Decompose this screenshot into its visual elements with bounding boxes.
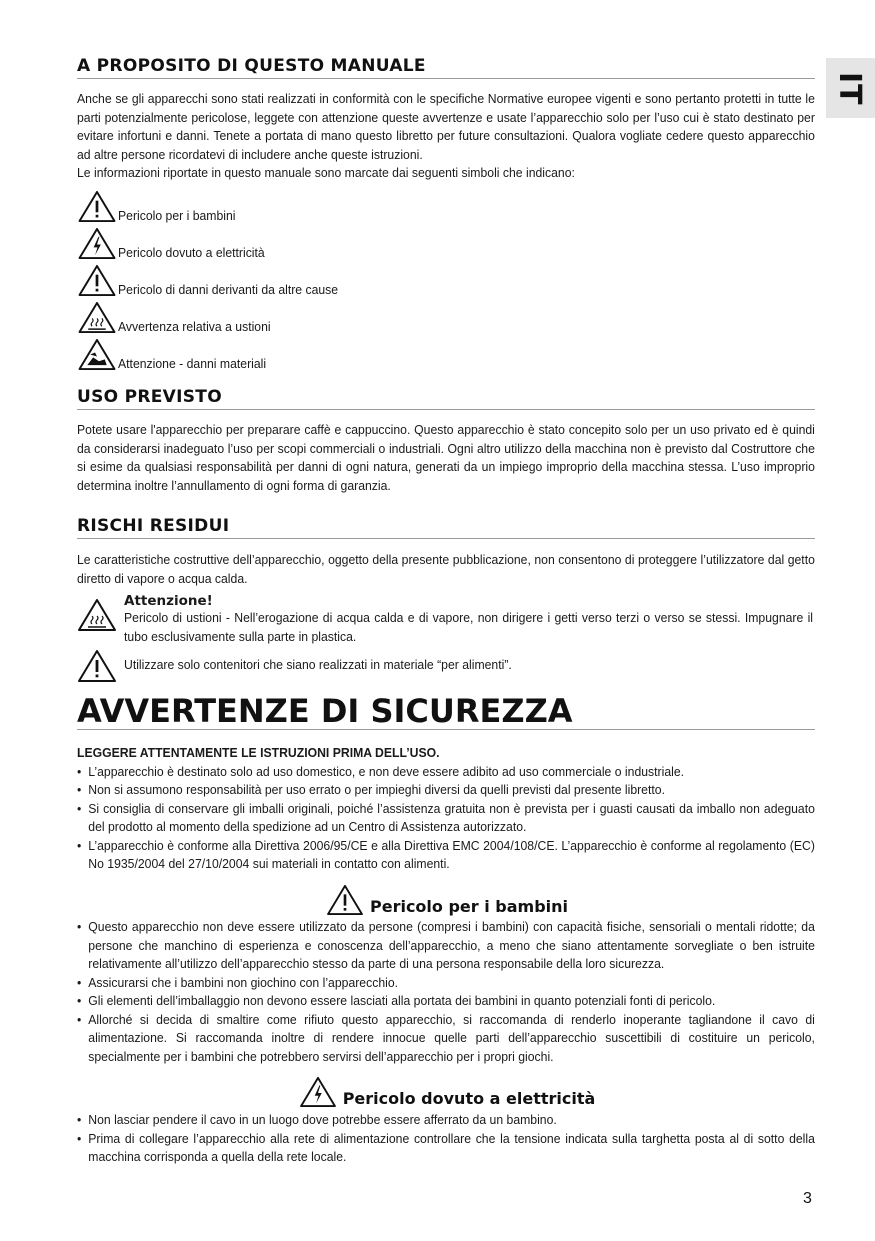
food-note	[77, 648, 857, 684]
burn-warning	[77, 593, 857, 646]
symbols-intro: Le informazioni riportate in questo manuale sono marcate dai seguenti simboli che indicano:	[77, 165, 575, 180]
list-item: • Gli elementi dell’imballaggio non devono essere lasciati alla portata dei bambini in quanto potenziali fonti di pericolo.	[77, 992, 815, 1011]
safety-bullets	[77, 763, 862, 874]
electric-heading	[77, 1076, 815, 1108]
residual-risks-text: Le caratteristiche costruttive dell’apparecchio, oggetto della presente pubblicazione, non consentono di proteggere l’utilizzatore dal getto diretto di vapore o acqua calda.	[77, 552, 815, 586]
symbol-label: Pericolo per i bambini	[118, 208, 236, 223]
language-tab: IT	[826, 58, 875, 118]
list-item: • Assicurarsi che i bambini non giochino con l’apparecchio.	[77, 974, 815, 993]
list-item: • L’apparecchio è destinato solo ad uso domestico, e non deve essere adibito ad uso commerciale o industriale.	[77, 763, 815, 782]
symbol-row	[77, 297, 352, 334]
electric-bullets	[77, 1111, 862, 1167]
symbol-row	[77, 334, 352, 371]
about-title: A PROPOSITO DI QUESTO MANUALE	[77, 56, 815, 79]
symbol-row	[77, 223, 352, 260]
list-item: • Prima di collegare l’apparecchio alla rete di alimentazione controllare che la tensione indicata sulla targhetta posta al di sotto della macchina corrisponda a quella della rete locale.	[77, 1130, 815, 1167]
children-title: Pericolo per i bambini	[369, 897, 569, 916]
hot-surface-icon	[77, 597, 117, 633]
intended-use-title: USO PREVISTO	[77, 387, 815, 410]
page-number: 3	[803, 1190, 812, 1207]
children-bullets	[77, 918, 862, 1066]
about-intro: Anche se gli apparecchi sono stati realizzati in conformità con le specifiche Normative europee vigenti e sono pertanto protetti in tutte le parti potenzialmente pericolose, leggete con attenzione queste avvertenze e usate l’apparecchio solo per l’uso cui è stato destinato per evitare infortuni e danni. Tenete a portata di mano questo libretto per future consultazioni. Qualora vogliate cedere questo apparecchio ad altre persone ricordatevi di includere anche queste istruzioni.	[77, 91, 815, 162]
symbol-label: Attenzione - danni materiali	[118, 356, 267, 371]
symbol-row	[77, 260, 352, 297]
electric-hazard-icon	[77, 227, 117, 260]
electric-title: Pericolo dovuto a elettricità	[342, 1089, 596, 1108]
list-item: • Non lasciar pendere il cavo in un luogo dove potrebbe essere afferrato da un bambino.	[77, 1111, 815, 1130]
safety-title: AVVERTENZE DI SICUREZZA	[77, 693, 815, 730]
material-damage-icon	[77, 338, 117, 371]
warning-text: Pericolo di ustioni - Nell’erogazione di acqua calda e di vapore, non dirigere i getti verso terzi o verso se stessi. Impugnare il tubo esclusivamente sulla parte in plastica.	[124, 610, 814, 644]
residual-risks-title: RISCHI RESIDUI	[77, 516, 815, 539]
food-note-text: Utilizzare solo contenitori che siano realizzati in materiale “per alimenti”.	[124, 657, 512, 672]
list-item: • Allorché si decida di smaltire come rifiuto questo apparecchio, si raccomanda di renderlo inoperante tagliandone il cavo di alimentazione. Si raccomanda inoltre di rendere innocue quelle parti dell’apparecchio suscettibili di costituire un pericolo, specialmente per i bambini che potrebbero servirsi dell’apparecchio per i propri giochi.	[77, 1011, 815, 1067]
symbol-label: Pericolo dovuto a elettricità	[118, 245, 265, 260]
warning-triangle-icon	[77, 190, 117, 223]
list-item: • Questo apparecchio non deve essere utilizzato da persone (compresi i bambini) con capacità fisiche, sensoriali o mentali ridotte; da persone che manchino di esperienza e conoscenza dell’apparecchio, a meno che siano attentamente sorvegliate o ben istruite relativamente all’utilizzo dell’apparecchio stesso da parte di una persona responsabile della loro sicurezza.	[77, 918, 815, 974]
hot-surface-icon	[77, 301, 117, 334]
list-item: • Si consiglia di conservare gli imballi originali, poiché l’assistenza gratuita non è prevista per i guasti causati da imballo non adeguato del prodotto al momento della spedizione ad un Centro di Assistenza autorizzato.	[77, 800, 815, 837]
symbol-label: Pericolo di danni derivanti da altre cause	[118, 282, 339, 297]
list-item: • Non si assumono responsabilità per uso errato o per impieghi diversi da quelli previsti dal presente libretto.	[77, 781, 815, 800]
warning-title: Attenzione!	[124, 593, 213, 609]
warning-triangle-icon	[77, 648, 117, 684]
list-item: • L’apparecchio è conforme alla Direttiva 2006/95/CE e alla Direttiva EMC 2004/108/CE. L’apparecchio è conforme al regolamento (EC) No 1935/2004 del 27/10/2004 sui materiali in contatto con alimenti.	[77, 837, 815, 874]
intended-use-text: Potete usare l'apparecchio per preparare caffè e cappuccino. Questo apparecchio è stato concepito solo per un uso privato ed è quindi da considerarsi inadeguato l’uso per scopi commerciali o industriali. Ogni altro utilizzo della macchina non è previsto dal Costruttore che si esime da qualsiasi responsabilità per danni di ogni natura, generati da un impiego improprio della macchina stessa. L’uso improprio determina inoltre l’annullamento di ogni forma di garanzia.	[77, 422, 815, 493]
warning-triangle-icon	[324, 884, 366, 916]
symbol-row	[77, 186, 352, 223]
read-first-heading: LEGGERE ATTENTAMENTE LE ISTRUZIONI PRIMA DELL’USO.	[77, 745, 440, 760]
symbol-label: Avvertenza relativa a ustioni	[118, 319, 271, 334]
symbols-legend	[77, 186, 352, 371]
electric-hazard-icon	[297, 1076, 339, 1108]
warning-triangle-icon	[77, 264, 117, 297]
children-heading	[77, 884, 815, 916]
